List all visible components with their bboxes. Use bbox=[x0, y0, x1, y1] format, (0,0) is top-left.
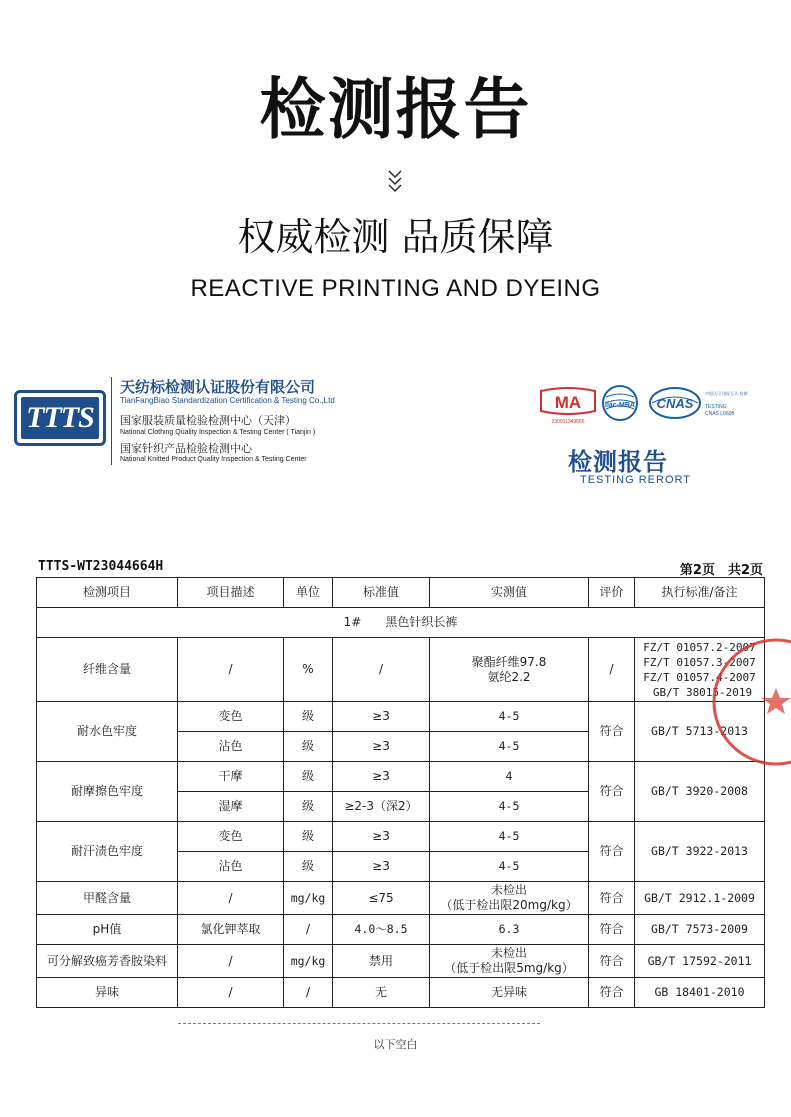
item-name: 甲醛含量 bbox=[37, 882, 178, 915]
page-title: 检测报告 bbox=[259, 71, 532, 148]
item-measured: 4-5 bbox=[430, 702, 589, 732]
std-line: FZ/T 01057.2-2007 bbox=[643, 640, 756, 654]
item-name: 纤维含量 bbox=[37, 638, 178, 702]
item-standard: 无 bbox=[333, 978, 430, 1008]
cnas-label: CNAS bbox=[656, 396, 694, 411]
measured-line: 未检出 bbox=[490, 946, 527, 960]
sample-row bbox=[37, 608, 765, 638]
item-eval: 符合 bbox=[589, 882, 635, 915]
item-standard: 禁用 bbox=[333, 945, 430, 978]
item-unit: % bbox=[284, 638, 333, 702]
report-title-en: TESTING RERORT bbox=[580, 474, 691, 486]
item-measured: 4-5 bbox=[430, 852, 589, 882]
column-header: 实测值 bbox=[430, 578, 589, 608]
item-unit: / bbox=[284, 915, 333, 945]
table-row bbox=[37, 762, 765, 792]
double-chevron-down-icon bbox=[385, 168, 405, 194]
item-measured: 4-5 bbox=[430, 732, 589, 762]
item-desc: 湿摩 bbox=[178, 792, 284, 822]
item-std: GB/T 3922-2013 bbox=[635, 822, 765, 882]
measured-line: 未检出 bbox=[490, 883, 527, 897]
item-measured: 4 bbox=[430, 762, 589, 792]
item-standard: ≥3 bbox=[333, 702, 430, 732]
item-unit: 级 bbox=[284, 792, 333, 822]
item-desc: 沾色 bbox=[178, 852, 284, 882]
std-line: GB/T 38015-2019 bbox=[652, 685, 753, 699]
ttts-logo-text: TTTS bbox=[21, 397, 99, 439]
cnas-number-text: CNAS L0608 bbox=[705, 411, 735, 417]
item-unit: 级 bbox=[284, 732, 333, 762]
measured-line: 聚酯纤维97.8 bbox=[471, 654, 547, 669]
item-std bbox=[635, 638, 765, 702]
item-name: 耐汗渍色牢度 bbox=[37, 822, 178, 882]
report-title-cn: 检测报告 bbox=[568, 448, 668, 476]
table-row bbox=[37, 882, 765, 915]
item-std: GB/T 5713-2013 bbox=[635, 702, 765, 762]
page-info: 第2页 共2页 bbox=[679, 563, 763, 578]
item-unit: 级 bbox=[284, 702, 333, 732]
item-name: 异味 bbox=[37, 978, 178, 1008]
measured-line: 氨纶2.2 bbox=[487, 669, 531, 684]
ilac-label: ilac-MRA bbox=[605, 402, 635, 409]
cma-number: 230011349666 bbox=[551, 419, 585, 425]
std-line: FZ/T 01057.3-2007 bbox=[643, 655, 756, 669]
table-header-row bbox=[37, 578, 765, 608]
column-header: 检测项目 bbox=[37, 578, 178, 608]
item-desc: 变色 bbox=[178, 702, 284, 732]
page-subtitle-english: REACTIVE PRINTING AND DYEING bbox=[190, 275, 601, 302]
column-header: 执行标准/备注 bbox=[635, 578, 765, 608]
end-divider bbox=[178, 1023, 540, 1024]
table-row bbox=[37, 822, 765, 852]
item-desc: 变色 bbox=[178, 822, 284, 852]
item-unit: mg/kg bbox=[284, 882, 333, 915]
item-unit: 级 bbox=[284, 852, 333, 882]
measured-line: （低于检出限5mg/kg） bbox=[444, 961, 574, 975]
cma-label: MA bbox=[554, 393, 582, 412]
item-std: GB 18401-2010 bbox=[635, 978, 765, 1008]
item-eval: 符合 bbox=[589, 945, 635, 978]
table-row bbox=[37, 638, 765, 702]
item-measured: 无异味 bbox=[430, 978, 589, 1008]
column-header: 评价 bbox=[589, 578, 635, 608]
blank-below-note: 以下空白 bbox=[373, 1038, 418, 1051]
item-measured: 6.3 bbox=[430, 915, 589, 945]
item-desc: 氯化钾萃取 bbox=[178, 915, 284, 945]
item-unit: mg/kg bbox=[284, 945, 333, 978]
column-header: 单位 bbox=[284, 578, 333, 608]
cma-icon bbox=[541, 388, 595, 425]
item-std: GB/T 2912.1-2009 bbox=[635, 882, 765, 915]
ttts-logo bbox=[14, 390, 106, 446]
item-eval: 符合 bbox=[589, 978, 635, 1008]
item-std: GB/T 17592-2011 bbox=[635, 945, 765, 978]
table-row bbox=[37, 945, 765, 978]
item-measured bbox=[430, 945, 589, 978]
item-name: 耐摩擦色牢度 bbox=[37, 762, 178, 822]
item-measured: 4-5 bbox=[430, 822, 589, 852]
item-desc: / bbox=[178, 882, 284, 915]
item-unit: / bbox=[284, 978, 333, 1008]
item-standard: ≥3 bbox=[333, 822, 430, 852]
item-measured: 4-5 bbox=[430, 792, 589, 822]
item-desc: 干摩 bbox=[178, 762, 284, 792]
table-row bbox=[37, 702, 765, 732]
item-desc: 沾色 bbox=[178, 732, 284, 762]
test-results-table bbox=[36, 577, 765, 1008]
item-eval: 符合 bbox=[589, 822, 635, 882]
cnas-cn-text: 中国认可 国际互认 检测 bbox=[705, 391, 748, 396]
item-standard: 4.0～8.5 bbox=[333, 915, 430, 945]
center2-name-cn: 国家针织产品检验检测中心 bbox=[120, 442, 252, 455]
document-number: TTTS-WT23044664H bbox=[38, 559, 164, 574]
table-row bbox=[37, 915, 765, 945]
center1-name-cn: 国家服装质量检验检测中心（天津） bbox=[120, 414, 296, 427]
org-name-en: TianFangBiao Standardization Certification & Testing Co.,Ltd bbox=[120, 396, 335, 405]
item-name: 可分解致癌芳香胺染料 bbox=[37, 945, 178, 978]
item-desc: / bbox=[178, 945, 284, 978]
org-name-cn: 天纺标检测认证股份有限公司 bbox=[120, 378, 316, 396]
item-eval: 符合 bbox=[589, 915, 635, 945]
item-measured bbox=[430, 882, 589, 915]
item-unit: 级 bbox=[284, 822, 333, 852]
std-line: FZ/T 01057.4-2007 bbox=[643, 670, 756, 684]
column-header: 项目描述 bbox=[178, 578, 284, 608]
item-standard: ≥2-3（深2） bbox=[333, 792, 430, 822]
item-name: pH值 bbox=[37, 915, 178, 945]
item-name: 耐水色牢度 bbox=[37, 702, 178, 762]
item-eval: 符合 bbox=[589, 762, 635, 822]
certification-logos bbox=[538, 385, 778, 430]
item-desc: / bbox=[178, 638, 284, 702]
item-standard: ≥3 bbox=[333, 852, 430, 882]
ilac-mra-icon bbox=[603, 386, 637, 420]
center2-name-en: National Knitted Product Quality Inspection & Testing Center bbox=[120, 456, 307, 463]
cnas-testing-text: TESTING bbox=[705, 404, 727, 410]
cnas-icon bbox=[650, 388, 748, 418]
item-standard: / bbox=[333, 638, 430, 702]
item-std: GB/T 3920-2008 bbox=[635, 762, 765, 822]
item-unit: 级 bbox=[284, 762, 333, 792]
item-eval: 符合 bbox=[589, 702, 635, 762]
logo-divider bbox=[111, 377, 112, 465]
center1-name-en: National Clothing Quality Inspection & Testing Center ( Tianjin ) bbox=[120, 429, 316, 436]
item-eval: / bbox=[589, 638, 635, 702]
item-std: GB/T 7573-2009 bbox=[635, 915, 765, 945]
table-row bbox=[37, 978, 765, 1008]
item-standard: ≤75 bbox=[333, 882, 430, 915]
page-subtitle: 权威检测 品质保障 bbox=[237, 215, 554, 259]
item-standard: ≥3 bbox=[333, 762, 430, 792]
item-measured bbox=[430, 638, 589, 702]
item-standard: ≥3 bbox=[333, 732, 430, 762]
measured-line: （低于检出限20mg/kg） bbox=[440, 898, 578, 912]
item-desc: / bbox=[178, 978, 284, 1008]
sample-description: 1# 黑色针织长裤 bbox=[37, 608, 765, 638]
column-header: 标准值 bbox=[333, 578, 430, 608]
